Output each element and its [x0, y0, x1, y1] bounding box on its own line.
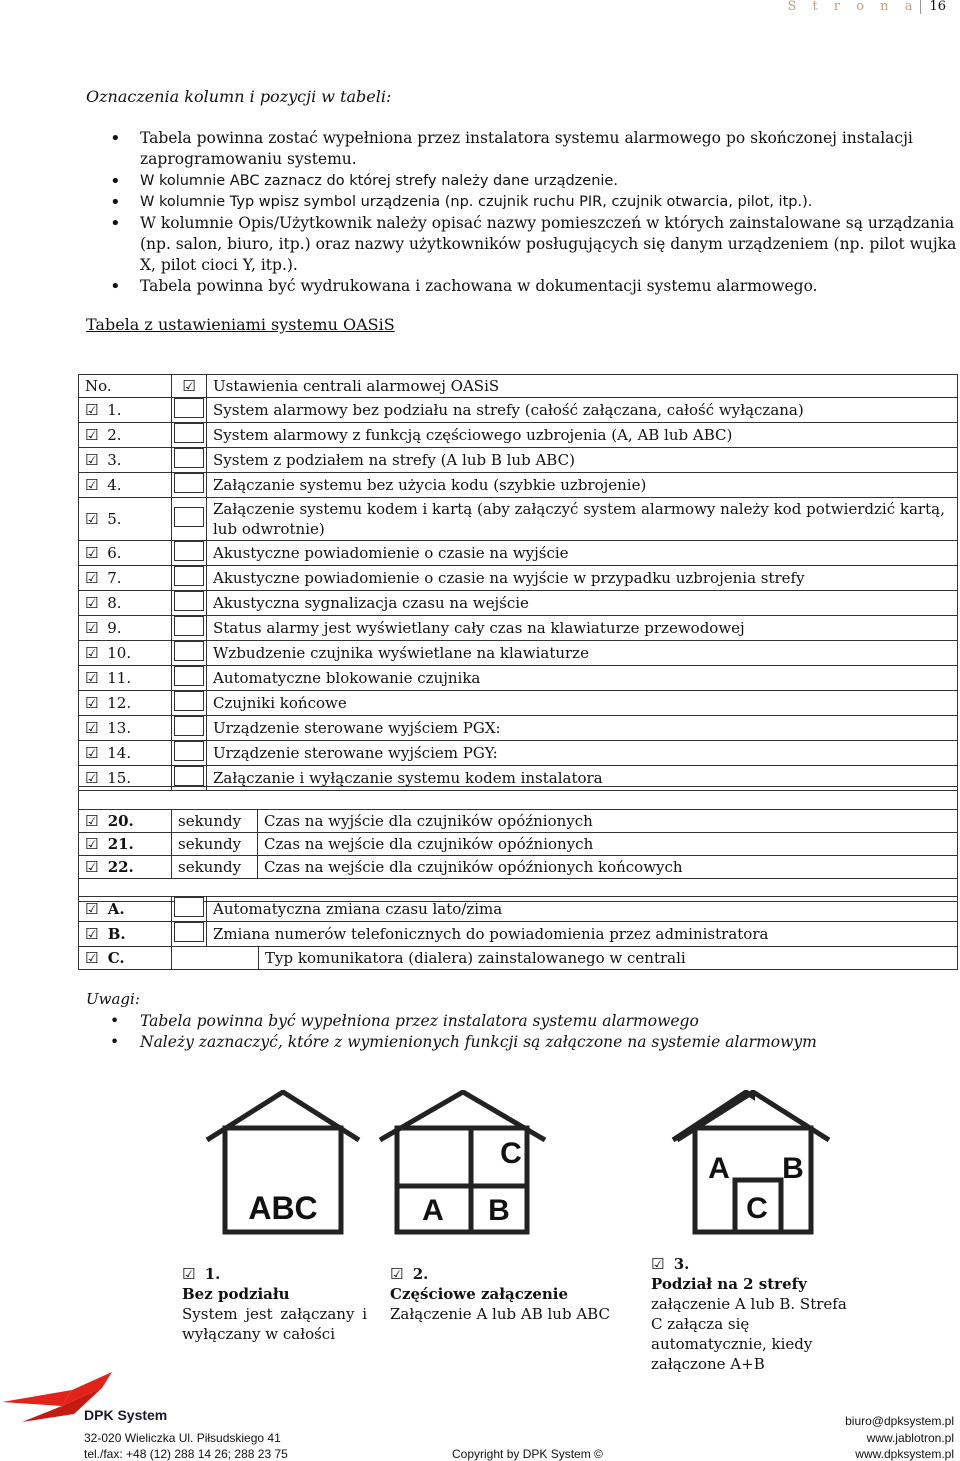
- caption-number: 3.: [673, 1255, 690, 1273]
- table-header-title: Ustawienia centrali alarmowej OASiS: [207, 375, 958, 398]
- row-number: 2.: [107, 426, 122, 444]
- row-number: 22.: [107, 858, 134, 876]
- zone-checkbox[interactable]: [174, 616, 204, 636]
- zone-checkbox[interactable]: [174, 541, 204, 561]
- row-text: Czas na wejście dla czujników opóźnionych końcowych: [258, 856, 958, 879]
- checkbox-header-icon: ☑: [172, 375, 207, 398]
- unit-label[interactable]: sekundy: [172, 856, 258, 879]
- row-number: 13.: [107, 719, 132, 737]
- row-text: Załączenie systemu kodem i kartą (aby załączyć system alarmowy należy kod potwierdzić kartą, lub odwrotnie): [207, 498, 958, 541]
- row-number: 1.: [107, 401, 122, 419]
- intro-title: Oznaczenia kolumn i pozycji w tabeli:: [86, 87, 392, 106]
- caption-title: Częściowe załączenie: [390, 1285, 569, 1303]
- list-item: • W kolumnie Opis/Użytkownik należy opisać nazwy pomieszczeń w których zainstalowane są urządzania (np. salon, biuro, itp.) oraz nazwy użytkowników posługujących się danym urządzeniem (np. pilot wujka X, pilot cioci Y, itp.).: [110, 213, 958, 276]
- list-item: • Tabela powinna być wypełniona przez instalatora systemu alarmowego: [110, 1011, 817, 1032]
- row-text: System alarmowy z funkcją częściowego uzbrojenia (A, AB lub ABC): [207, 423, 958, 448]
- logo-text: DPK System: [84, 1407, 168, 1423]
- table-row: [79, 566, 958, 591]
- table-row: [79, 833, 958, 856]
- table-row: [79, 810, 958, 833]
- zone-checkbox[interactable]: [174, 691, 204, 711]
- row-number: 5.: [107, 510, 122, 528]
- checkbox-icon: ☑: [85, 476, 99, 494]
- table-row: [79, 498, 958, 541]
- table-row: [79, 922, 958, 947]
- checkbox-icon: ☑: [85, 644, 99, 662]
- row-text: Automatyczne blokowanie czujnika: [207, 666, 958, 691]
- table-row: [79, 641, 958, 666]
- row-number: A.: [107, 900, 125, 918]
- table-row: [79, 897, 958, 922]
- unit-label[interactable]: sekundy: [172, 833, 258, 856]
- extra-table: [78, 896, 958, 970]
- checkbox-icon: ☑: [85, 925, 99, 943]
- page-number: 16: [920, 0, 946, 14]
- house-3-caption: [651, 1254, 856, 1374]
- col-no-header: No.: [79, 375, 172, 398]
- table-row: [79, 947, 958, 970]
- table-header-row: [79, 375, 958, 398]
- table-title: Tabela z ustawieniami systemu OASiS: [86, 315, 395, 334]
- checkbox-icon: ☑: [85, 451, 99, 469]
- caption-title: Bez podziału: [182, 1285, 290, 1303]
- footer-copyright: Copyright by DPK System ©: [452, 1447, 603, 1461]
- checkbox-icon: ☑: [85, 835, 99, 853]
- zone-checkbox[interactable]: [174, 591, 204, 611]
- house-3-svg: [665, 1090, 915, 1235]
- checkbox-icon: ☑: [85, 619, 99, 637]
- notes-list: [110, 1011, 817, 1053]
- checkbox-icon: ☑: [85, 719, 99, 737]
- row-text: Czas na wejście dla czujników opóźnionych: [258, 833, 958, 856]
- row-text: System alarmowy bez podziału na strefy (całość załączana, całość wyłączana): [207, 398, 958, 423]
- row-number: 4.: [107, 476, 122, 494]
- table-row: [79, 666, 958, 691]
- row-text: Akustyczne powiadomienie o czasie na wyjście: [207, 541, 958, 566]
- row-text: Czas na wyjście dla czujników opóźnionych: [258, 810, 958, 833]
- table-row: [79, 856, 958, 879]
- checkbox-icon: ☑: [390, 1265, 404, 1283]
- row-number: 21.: [107, 835, 134, 853]
- table-row: [79, 448, 958, 473]
- caption-number: 1.: [204, 1265, 221, 1283]
- list-item: • Tabela powinna być wydrukowana i zachowana w dokumentacji systemu alarmowego.: [110, 276, 958, 297]
- row-text: Załączanie i wyłączanie systemu kodem instalatora: [207, 766, 958, 791]
- checkbox-icon: ☑: [85, 669, 99, 687]
- house-1-caption: [182, 1264, 367, 1344]
- footer-email[interactable]: biuro@dpksystem.pl: [845, 1414, 954, 1428]
- house-3-label-a: A: [708, 1152, 730, 1185]
- row-number: 15.: [107, 769, 132, 787]
- row-number: 12.: [107, 694, 132, 712]
- caption-desc: System jest załączany i wyłączany w całości: [182, 1305, 367, 1343]
- checkbox-icon: ☑: [85, 510, 99, 528]
- list-item: • W kolumnie ABC zaznacz do której strefy należy dane urządzenie.: [110, 171, 958, 192]
- caption-desc: Załączenie A lub AB lub ABC: [390, 1305, 610, 1323]
- house-3-label-c: C: [746, 1192, 768, 1225]
- row-number: 8.: [107, 594, 122, 612]
- row-number: 10.: [107, 644, 132, 662]
- row-number: 14.: [107, 744, 132, 762]
- checkbox-icon: ☑: [85, 401, 99, 419]
- table-row: [79, 616, 958, 641]
- settings-table: [78, 374, 958, 791]
- row-text: Urządzenie sterowane wyjściem PGX:: [207, 716, 958, 741]
- checkbox-icon: ☑: [85, 744, 99, 762]
- row-text: Załączanie systemu bez użycia kodu (szybkie uzbrojenie): [207, 473, 958, 498]
- dpk-logo-icon: [2, 1372, 172, 1427]
- footer-phone: tel./fax: +48 (12) 288 14 26; 288 23 75: [84, 1447, 288, 1461]
- row-text: Status alarmy jest wyświetlany cały czas na klawiaturze przewodowej: [207, 616, 958, 641]
- table-row: [79, 423, 958, 448]
- caption-number: 2.: [412, 1265, 429, 1283]
- zone-checkbox[interactable]: [174, 473, 204, 493]
- checkbox-icon: ☑: [651, 1255, 665, 1273]
- row-number: 11.: [107, 669, 132, 687]
- page-label: S t r o n a: [787, 0, 919, 14]
- row-text: Urządzenie sterowane wyjściem PGY:: [207, 741, 958, 766]
- caption-desc: załączenie A lub B. Strefa C załącza się automatycznie, kiedy załączone A+B: [651, 1295, 847, 1373]
- row-text: Akustyczna sygnalizacja czasu na wejście: [207, 591, 958, 616]
- zone-checkbox[interactable]: [174, 507, 204, 527]
- row-text: Automatyczna zmiana czasu lato/zima: [207, 897, 958, 922]
- zone-checkbox[interactable]: [174, 741, 204, 761]
- zone-checkbox[interactable]: [174, 641, 204, 661]
- footer-address: 32-020 Wieliczka Ul. Piłsudskiego 41: [84, 1431, 281, 1445]
- unit-label[interactable]: sekundy: [172, 810, 258, 833]
- checkbox-icon: ☑: [85, 594, 99, 612]
- time-table: [78, 786, 958, 902]
- checkbox-icon: ☑: [85, 900, 99, 918]
- row-number: B.: [107, 925, 126, 943]
- page-header: [787, 0, 946, 14]
- zone-checkbox[interactable]: [174, 398, 204, 418]
- row-number: 3.: [107, 451, 122, 469]
- checkbox-icon: ☑: [85, 812, 99, 830]
- row-number: 7.: [107, 569, 122, 587]
- table-row: [79, 741, 958, 766]
- row-text: Typ komunikatora (dialera) zainstalowanego w centrali: [259, 947, 958, 970]
- dialer-type-cell[interactable]: [172, 947, 259, 970]
- notes-title: Uwagi:: [86, 990, 140, 1008]
- table-row: [79, 541, 958, 566]
- house-1-label-abc: ABC: [248, 1190, 318, 1226]
- row-number: 6.: [107, 544, 122, 562]
- list-item: • Należy zaznaczyć, które z wymienionych funkcji są załączone na systemie alarmowym: [110, 1032, 817, 1053]
- footer-web-dpk[interactable]: www.dpksystem.pl: [855, 1447, 954, 1461]
- row-text: Zmiana numerów telefonicznych do powiadomienia przez administratora: [207, 922, 958, 947]
- checkbox-icon: ☑: [85, 858, 99, 876]
- house-2-label-a: A: [422, 1194, 444, 1227]
- zone-checkbox[interactable]: [174, 566, 204, 586]
- checkbox-icon: ☑: [182, 1265, 196, 1283]
- table-row: [79, 473, 958, 498]
- row-text: Czujniki końcowe: [207, 691, 958, 716]
- zone-checkbox[interactable]: [174, 448, 204, 468]
- option-checkbox[interactable]: [174, 922, 204, 942]
- zone-checkbox[interactable]: [174, 716, 204, 736]
- checkbox-icon: ☑: [85, 949, 99, 967]
- row-number: C.: [107, 949, 125, 967]
- checkbox-icon: ☑: [85, 569, 99, 587]
- checkbox-icon: ☑: [85, 694, 99, 712]
- table-row: [79, 691, 958, 716]
- house-3-label-b: B: [782, 1152, 804, 1185]
- blank-row: [79, 787, 958, 810]
- option-checkbox[interactable]: [174, 897, 204, 917]
- house-2-caption: [390, 1264, 620, 1324]
- checkbox-icon: ☑: [85, 426, 99, 444]
- house-2-label-b: B: [488, 1194, 510, 1227]
- instructions-list: [110, 128, 958, 297]
- footer-web-jablotron[interactable]: www.jablotron.pl: [866, 1431, 954, 1445]
- row-text: System z podziałem na strefy (A lub B lub ABC): [207, 448, 958, 473]
- list-item: • Tabela powinna zostać wypełniona przez instalatora systemu alarmowego po skończonej instalacji zaprogramowaniu systemu.: [110, 128, 958, 170]
- row-number: 20.: [107, 812, 134, 830]
- row-number: 9.: [107, 619, 122, 637]
- house-2-label-c: C: [500, 1137, 522, 1170]
- checkbox-icon: ☑: [85, 544, 99, 562]
- row-text: Wzbudzenie czujnika wyświetlane na klawiaturze: [207, 641, 958, 666]
- table-row: [79, 716, 958, 741]
- table-row: [79, 398, 958, 423]
- list-item: • W kolumnie Typ wpisz symbol urządzenia (np. czujnik ruchu PIR, czujnik otwarcia, pilot, itp.).: [110, 192, 958, 213]
- zone-checkbox[interactable]: [174, 766, 204, 786]
- checkbox-icon: ☑: [85, 769, 99, 787]
- caption-title: Podział na 2 strefy: [651, 1275, 807, 1293]
- row-text: Akustyczne powiadomienie o czasie na wyjście w przypadku uzbrojenia strefy: [207, 566, 958, 591]
- zone-checkbox[interactable]: [174, 423, 204, 443]
- zone-checkbox[interactable]: [174, 666, 204, 686]
- table-row: [79, 591, 958, 616]
